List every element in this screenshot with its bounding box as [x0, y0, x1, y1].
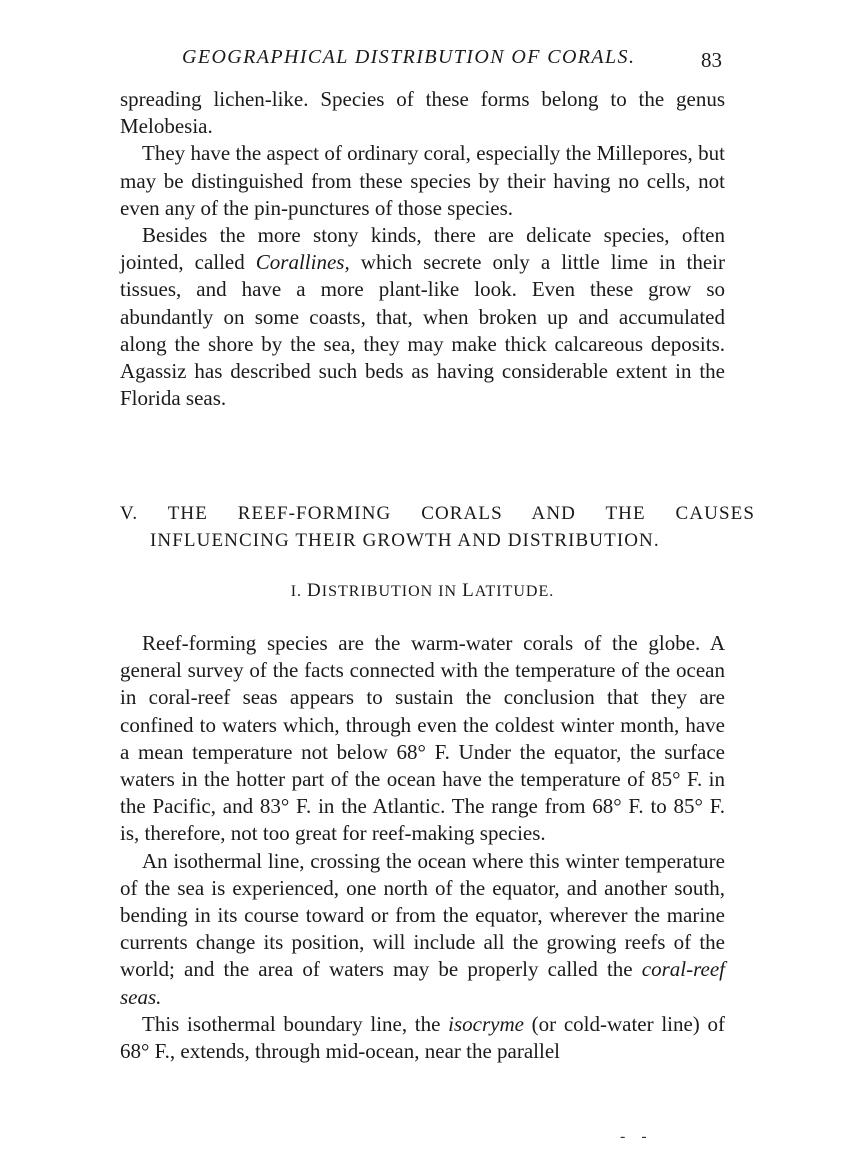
subheading-rest-latitude: ATITUDE. [474, 583, 555, 600]
isocryme-text-before: This isothermal boundary line, the [142, 1011, 449, 1036]
subheading-rest-distribution: ISTRIBUTION [321, 583, 434, 600]
isocryme-term: isocryme [448, 1011, 524, 1036]
footer-mark: - - [620, 1128, 653, 1145]
paragraph-warm-water: Reef-forming species are the warm-water corals of the globe. A general survey of the facts connected with the temperature of the ocean in coral-reef seas appears to sustain the conclusion that they are confined to waters which, through even the coldest winter month, have a mean temperature not below 68° F. Under the equator, the surface waters in the hotter part of the ocean have the temperature of 85° F. in the Pacific, and 83° F. in the Atlantic. The range from 68° F. to 85° F. is, therefore, not too great for reef-making species. [120, 631, 725, 846]
section-heading: V. THE REEF-FORMING CORALS AND THE CAUSES INFLUENCING THEIR GROWTH AND DISTRIBUTION. [120, 503, 755, 551]
bottom-text-block [120, 630, 725, 1065]
subheading [120, 580, 725, 602]
subheading-initial-d: D [307, 580, 322, 601]
isocryme-text-after: (or cold-water line) of 68° F., extends, through mid-ocean, near the parallel [120, 1011, 725, 1064]
paragraph-isocryme [120, 1011, 725, 1065]
subheading-word-distribution [307, 580, 434, 601]
running-head [120, 40, 740, 74]
corallines-text-after: which secrete only a little lime in their tissues, and have a more plant-like look. Even these grow so abundantly on some coasts, that, when broken up and accumulated along the shore by the sea, they may make thick calcareous deposits. Agassiz has described such beds as having considerable extent in the Florida seas. [120, 250, 725, 411]
paragraph-isothermal [120, 848, 725, 1011]
isothermal-text-before: An isothermal line, crossing the ocean where this winter temperature of the sea is experienced, one north of the equator, and another south, bending in its course toward or from the equator, wherever the marine currents change its position, will include all the growing reefs of the world; and the area of waters may be properly called the [120, 848, 725, 982]
subheading-number: I. [290, 583, 303, 600]
subheading-initial-l: L [462, 580, 475, 601]
page-number: 83 [701, 48, 722, 72]
running-title: GEOGRAPHICAL DISTRIBUTION OF CORALS. [182, 46, 636, 68]
corallines-italic-term: Corallines, [255, 250, 350, 275]
top-text-block [120, 86, 725, 412]
paragraph-millepores: They have the aspect of ordinary coral, especially the Millepores, but may be distinguished from these species by their having no cells, not even any of the pin-punctures of those species. [120, 141, 725, 220]
coral-reef-seas-term: coral-reef seas. [120, 957, 725, 1009]
subheading-word-latitude [462, 580, 555, 601]
paragraph-melobesia: spreading lichen-like. Species of these forms belong to the genus Melobesia. [120, 87, 725, 139]
paragraph-corallines [120, 222, 725, 412]
corallines-text-before: Besides the more stony kinds, there are delicate species, often jointed, called [120, 223, 725, 275]
subheading-word-in: IN [438, 583, 458, 600]
